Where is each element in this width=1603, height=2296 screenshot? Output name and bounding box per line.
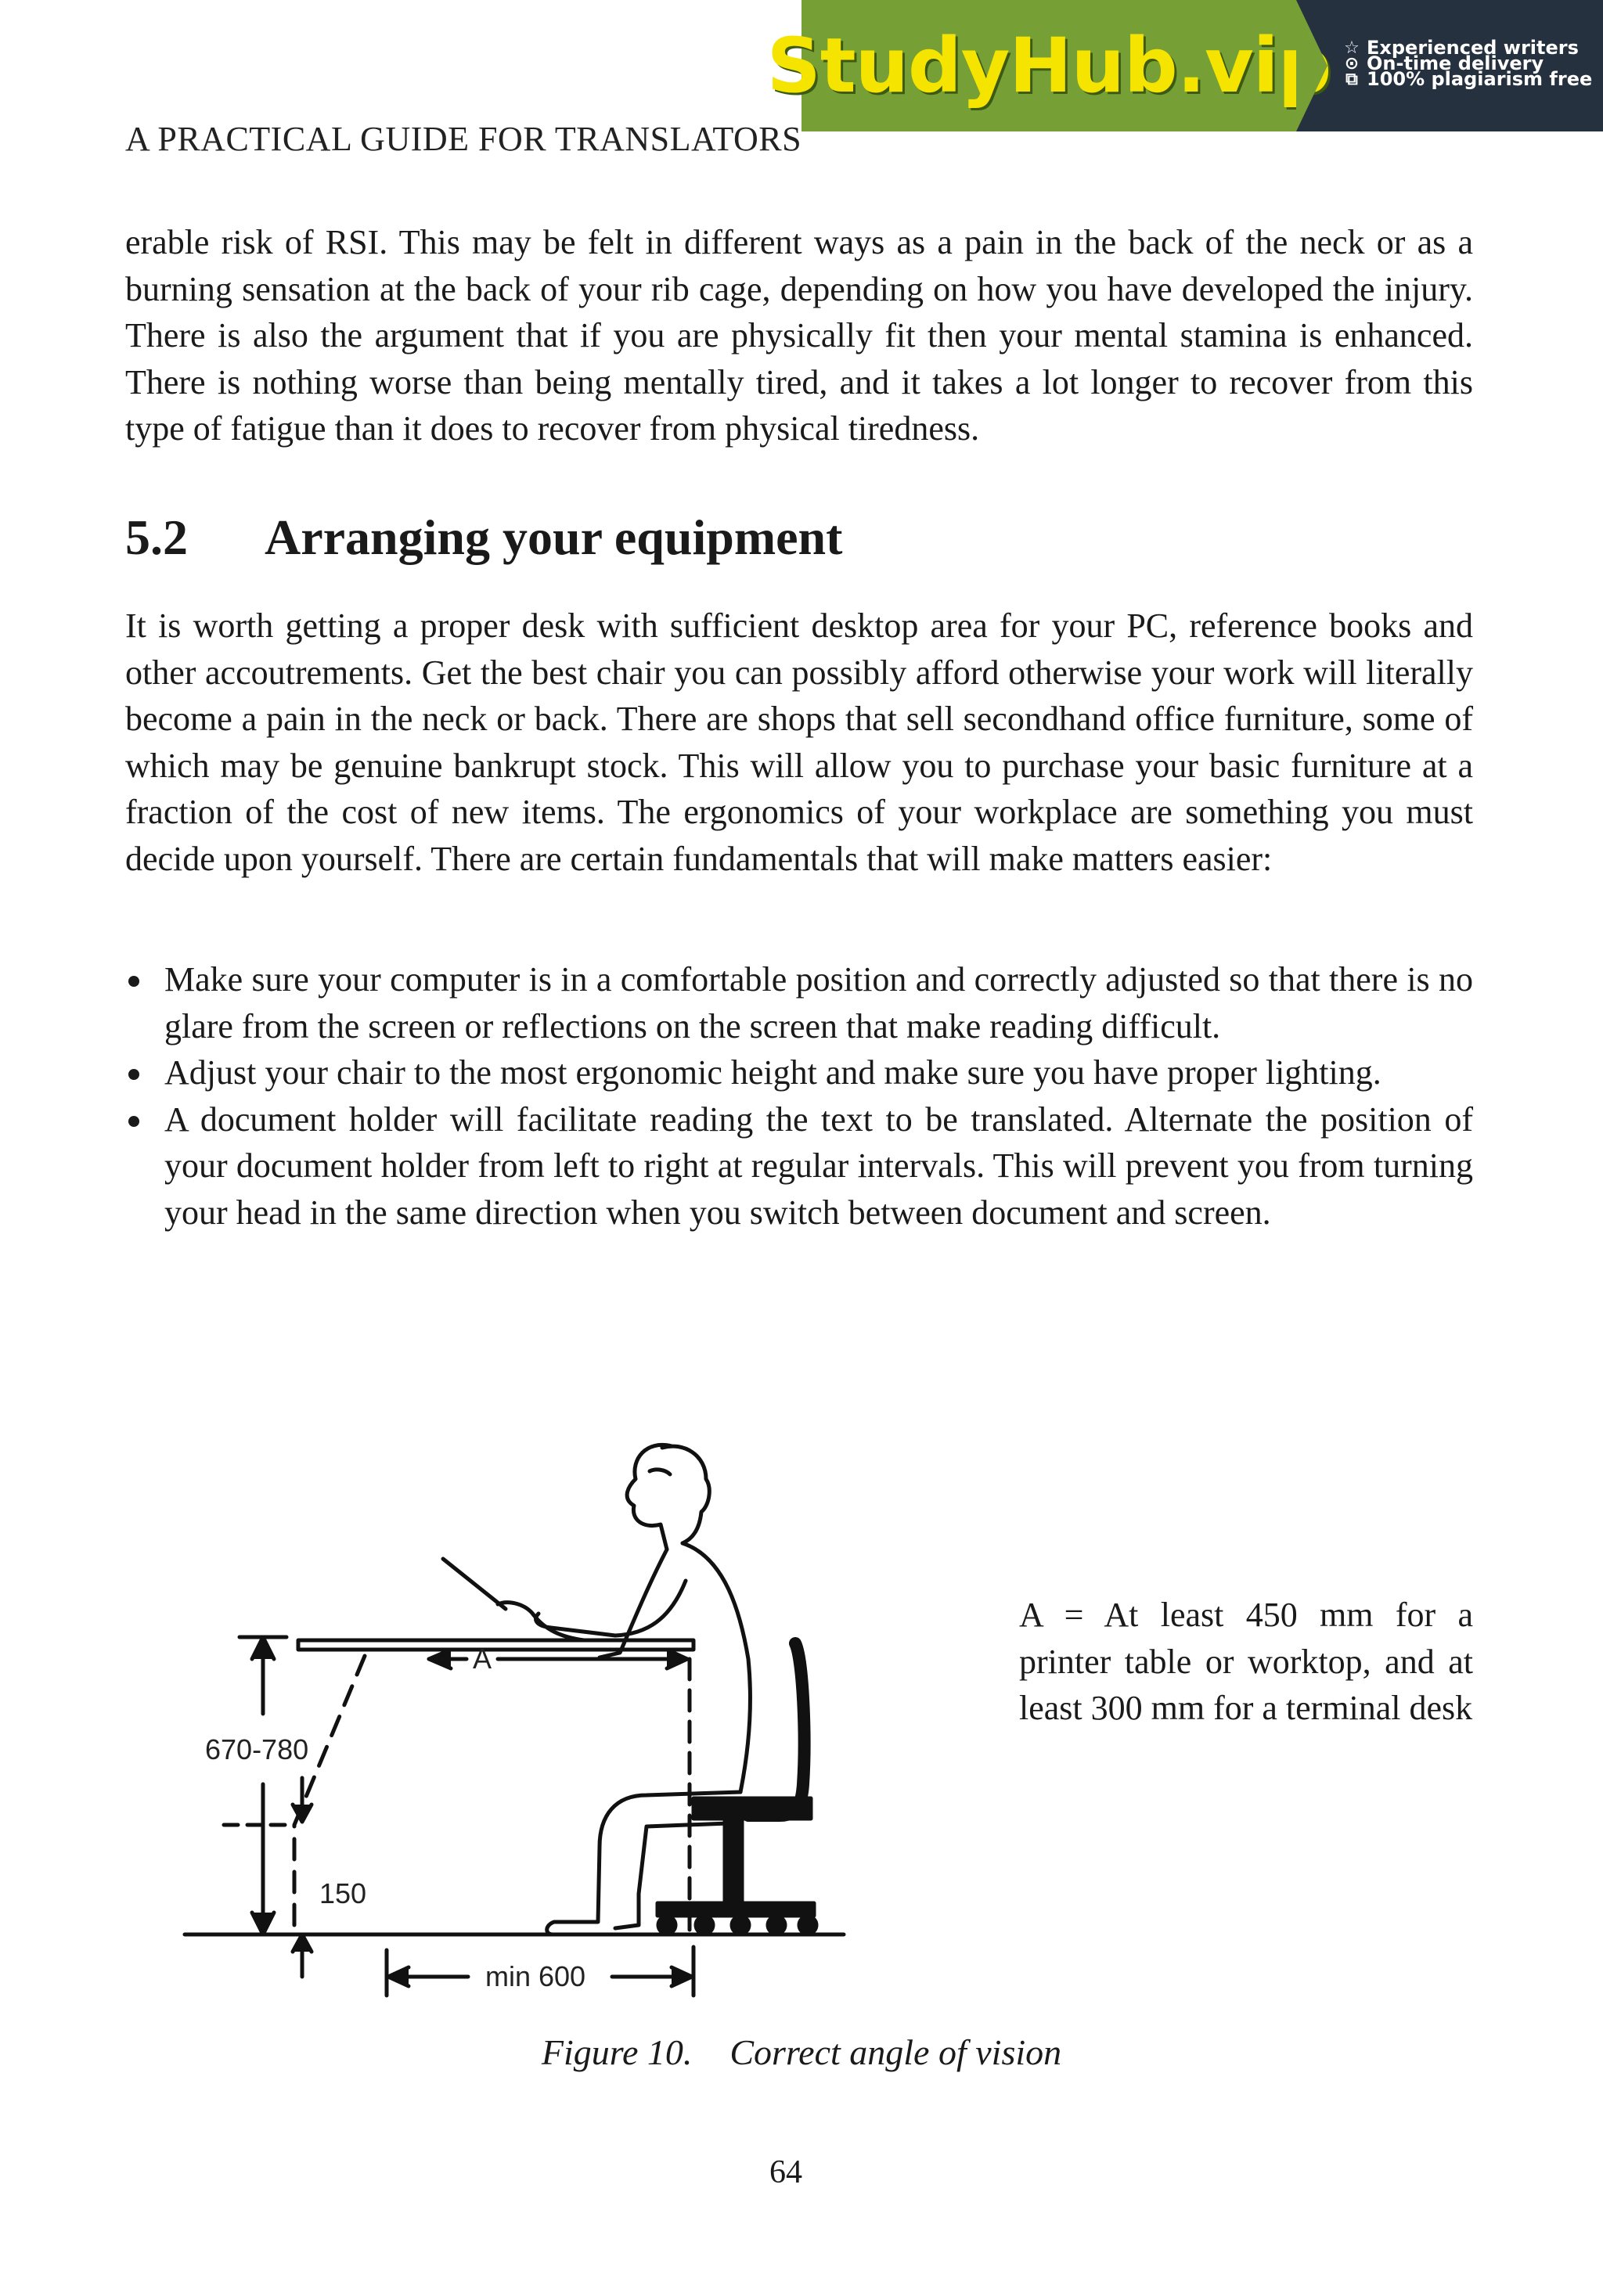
running-header: A PRACTICAL GUIDE FOR TRANSLATORS — [125, 120, 802, 158]
caption-number: Figure 10. — [541, 2032, 693, 2072]
desktop — [298, 1640, 693, 1650]
feature-plagiarism-free — [1343, 68, 1603, 90]
section-title: Arranging your equipment — [265, 509, 843, 565]
list-item — [125, 956, 1473, 1049]
clock-icon: ⊙ — [1344, 53, 1360, 74]
caption-text: Correct angle of vision — [729, 2032, 1062, 2072]
pen — [443, 1559, 506, 1609]
bullet-list — [125, 956, 1473, 1236]
studyhub-banner[interactable] — [766, 0, 1603, 131]
chair-column — [725, 1819, 742, 1914]
arrow-left-icon — [429, 1650, 451, 1668]
arrow-down-icon — [252, 1913, 274, 1934]
bullet-icon — [128, 1116, 139, 1127]
copy-icon: ⧉ — [1345, 69, 1358, 89]
body-paragraph: It is worth getting a proper desk with sufficient desktop area for your PC, reference books and other accoutrements. Get the best chair you can possibly afford otherwise your work will literally become a pain in the neck or back. There are shops that sell secondhand office furniture, some of which may be genuine bankrupt stock. This will allow you to purchase your basic furniture at a fraction of the cost of new items. The ergonomics of your workplace are something you must decide upon yourself. There are certain fundamentals that will make matters easier: — [125, 606, 1473, 878]
list-item — [125, 1096, 1473, 1236]
list-item-text: A document holder will facilitate reading the text to be translated. Alternate the position of your document holder from left to right at regular intervals. This will prevent you from turning your head in the same direction when you switch between document and screen. — [164, 1099, 1473, 1232]
label-offset: 150 — [319, 1877, 367, 1909]
feature-label: 100% plagiarism free — [1367, 68, 1593, 90]
star-icon: ☆ — [1344, 38, 1360, 58]
feature-label: Experienced writers — [1367, 37, 1579, 59]
list-item — [125, 1049, 1473, 1096]
person-hand — [498, 1603, 584, 1640]
list-item-text: Make sure your computer is in a comfortable position and correctly adjusted so that there is no glare from the screen or reflections on the screen that make reading difficult. — [164, 960, 1473, 1045]
person-head-back — [662, 1446, 709, 1543]
logo-text: StudyHub.vip — [766, 22, 1331, 110]
chair-wheel — [696, 1916, 713, 1934]
chair-wheel — [768, 1916, 785, 1934]
person-eyebrow — [650, 1470, 670, 1474]
bullet-icon — [128, 976, 139, 987]
page-number: 64 — [769, 2154, 802, 2190]
chair-base — [657, 1903, 814, 1916]
arrow-right-icon — [672, 1967, 692, 1986]
studyhub-logo[interactable] — [766, 0, 1331, 131]
chair-back — [748, 1643, 805, 1816]
chair-wheel — [658, 1916, 675, 1934]
body-paragraph: erable risk of RSI. This may be felt in different ways as a pain in the back of the neck or as a burning sensation at the back of your rib cage, depending on how you have developed the injury. There is also the argument that if you are physically fit then your mental stamina is enhanced. There is nothing worse than being mentally tired, and it takes a lot longer to recover from this type of fatigue than it does to recover from physical tiredness. — [125, 223, 1473, 448]
feature-label: On-time delivery — [1367, 52, 1544, 74]
label-depth: min 600 — [485, 1960, 586, 1992]
figure-caption — [0, 2031, 1603, 2073]
label-a: A — [473, 1643, 492, 1675]
person-back — [683, 1543, 750, 1792]
ergonomics-figure — [177, 1424, 850, 2011]
list-item-text: Adjust your chair to the most ergonomic height and make sure you have proper lighting. — [164, 1053, 1381, 1092]
arrow-right-icon — [667, 1650, 687, 1668]
section-number: 5.2 — [125, 509, 188, 565]
label-height: 670-780 — [205, 1733, 309, 1765]
ergonomics-illustration — [177, 1424, 850, 2011]
chair-wheel — [799, 1916, 816, 1934]
chair-seat — [693, 1798, 811, 1819]
figure-note: A = At least 450 mm for a printer table or worktop, and at least 300 mm for a terminal desk — [1019, 1596, 1473, 1728]
chair-wheel — [732, 1916, 749, 1934]
arrow-left-icon — [388, 1967, 409, 1986]
banner-features — [1296, 0, 1603, 131]
arrow-up-icon — [252, 1637, 274, 1659]
bullet-icon — [128, 1069, 139, 1080]
arrow-up-icon — [293, 1934, 312, 1952]
person-arm — [536, 1581, 686, 1636]
section-heading — [125, 509, 842, 567]
person-face — [627, 1445, 672, 1549]
